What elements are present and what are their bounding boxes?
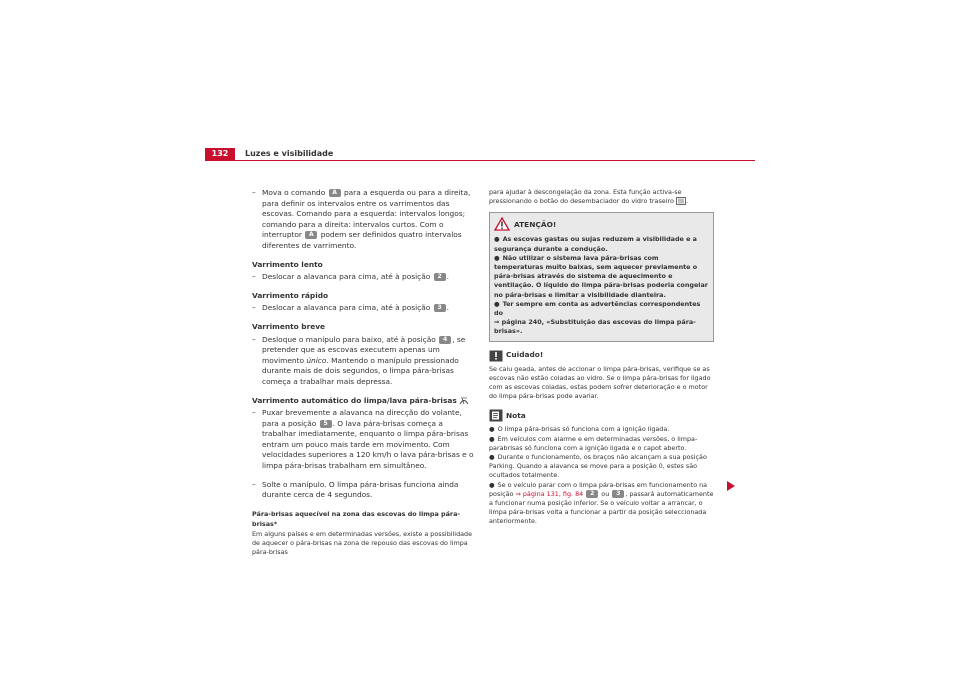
badge-2: 2 (434, 273, 446, 281)
caution-text: Se caiu geada, antes de accionar o limpa pára-brisas, verifique se as escovas não estão coladas ao vidro. Se o limpa pára-brisas for ligado com as escovas coladas, estas podem sofrer deterioração e o motor do limpa pára-brisas pode avariar. (489, 364, 711, 401)
note-item: ● O limpa pára-brisas só funciona com a ignição ligada. (489, 425, 670, 434)
header-rule (205, 160, 755, 161)
breve-text: – Desloque o manípulo para baixo, até à posição 4 , se pretender que as escovas executem apenas um movimento único. Mantendo o manípulo pressionado durante mais de dois segundos, o limpa pára-brisas começa a trabalhar mais depressa. (252, 334, 466, 386)
rapido-text: – Deslocar a alavanca para cima, até à posição 3 . (252, 303, 449, 313)
heading-rapido: Varrimento rápido (252, 290, 329, 300)
note-heading (489, 409, 714, 422)
badge-a: A (329, 189, 341, 197)
badge-4: 4 (439, 336, 451, 344)
warning-ref[interactable]: ⇒ página 240, «Substituição das escovas do limpa pára-brisas». (494, 318, 696, 336)
note-item: ● Durante o funcionamento, os braços não alcançam a sua posição Parking. Quando a alavanca se move para a posição 0, estes são ocultados totalmente. (489, 453, 707, 480)
heading-lento: Varrimento lento (252, 259, 323, 269)
right-column (489, 188, 714, 527)
lento-text: – Deslocar a alavanca para cima, até à posição 2 . (252, 272, 449, 282)
warning-box (489, 212, 714, 341)
next-page-arrow-icon[interactable] (727, 481, 735, 491)
page-number: 132 (205, 148, 235, 160)
continuation-text: para ajudar à descongelação da zona. Esta função activa-se pressionando o botão do desembaciador do vidro traseiro . (489, 188, 688, 206)
note-title: Nota (506, 410, 526, 420)
left-column (252, 188, 476, 558)
rear-defrost-icon (676, 197, 686, 205)
note-item: ● Se o veículo parar com o limpa pára-brisas em funcionamento na posição ⇒ página 131, fig. 84 2 ou 3 , passará automaticamente a funcionar numa posição inferior. Se o veículo voltar a arrancar, o limpa pára-brisas volta a funcionar a partir da posição seleccionada anteriormente. (489, 480, 714, 526)
badge-3: 3 (434, 304, 446, 312)
warning-item: ● As escovas gastas ou sujas reduzem a visibilidade e a segurança durante a condução. (494, 235, 697, 253)
badge-a: A (305, 231, 317, 239)
warning-item: ● Ter sempre em conta as advertências correspondentes do (494, 299, 701, 318)
badge-5: 5 (320, 420, 332, 428)
caution-heading (489, 350, 714, 362)
badge-2: 2 (586, 490, 598, 498)
auto-text-1: – Puxar brevemente a alavanca na direcção do volante, para a posição 5 . O lava pára-brisas começa a trabalhar imediatamente, enquanto o limpa pára-brisas entram um pouco mais tarde em movimento. Com velocidades superiores a 120 km/h o lava pára-brisas e o limpa pára-brisas trabalham em simultâneo. (252, 408, 474, 471)
exclamation-icon (489, 350, 503, 362)
warning-triangle-icon (494, 217, 510, 231)
section-title: Luzes e visibilidade (245, 149, 334, 158)
caution-title: Cuidado! (506, 350, 544, 360)
wiper-washer-icon (459, 396, 469, 405)
heading-automatico: Varrimento automático do limpa/lava pára-brisas (252, 396, 476, 407)
auto-text-2: – Solte o manípulo. O limpa pára-brisas funciona ainda durante cerca de 4 segundos. (252, 479, 459, 500)
note-icon (489, 409, 503, 422)
fig-link[interactable]: ⇒ página 131, fig. 84 (515, 489, 584, 498)
intro-paragraph: – Mova o comando A para a esquerda ou para a direita, para definir os intervalos entre os varrimentos das escovas. Comando para a esquerda: intervalos longos; comando para a direita: intervalos curtos. Com o interruptor A podem ser definidos quatro intervalos diferentes de varrimento. (252, 188, 471, 250)
heading-breve: Varrimento breve (252, 321, 326, 331)
aquecivel-text: Em alguns países e em determinadas versões, existe a possibilidade de aquecer o pára-brisas na zona de repouso das escovas do limpa pára-brisas (252, 530, 473, 557)
badge-3: 3 (612, 490, 624, 498)
warning-title: ATENÇÃO! (514, 219, 557, 229)
warning-item: ● Não utilizar o sistema lava pára-brisas com temperaturas muito baixas, sem aquecer previamente o pára-brisas através do sistema de aquecimento e ventilação. O líquido do limpa pára-brisas poderia congelar no pára-brisas e limitar a visibilidade dianteira. (494, 253, 708, 299)
heading-aquecivel: Pára-brisas aquecível na zona das escovas do limpa pára-brisas* (252, 509, 461, 529)
note-item: ● Em veículos com alarme e em determinadas versões, o limpa-parabrisas só funciona com a ignição ligada e o capot aberto. (489, 434, 698, 452)
